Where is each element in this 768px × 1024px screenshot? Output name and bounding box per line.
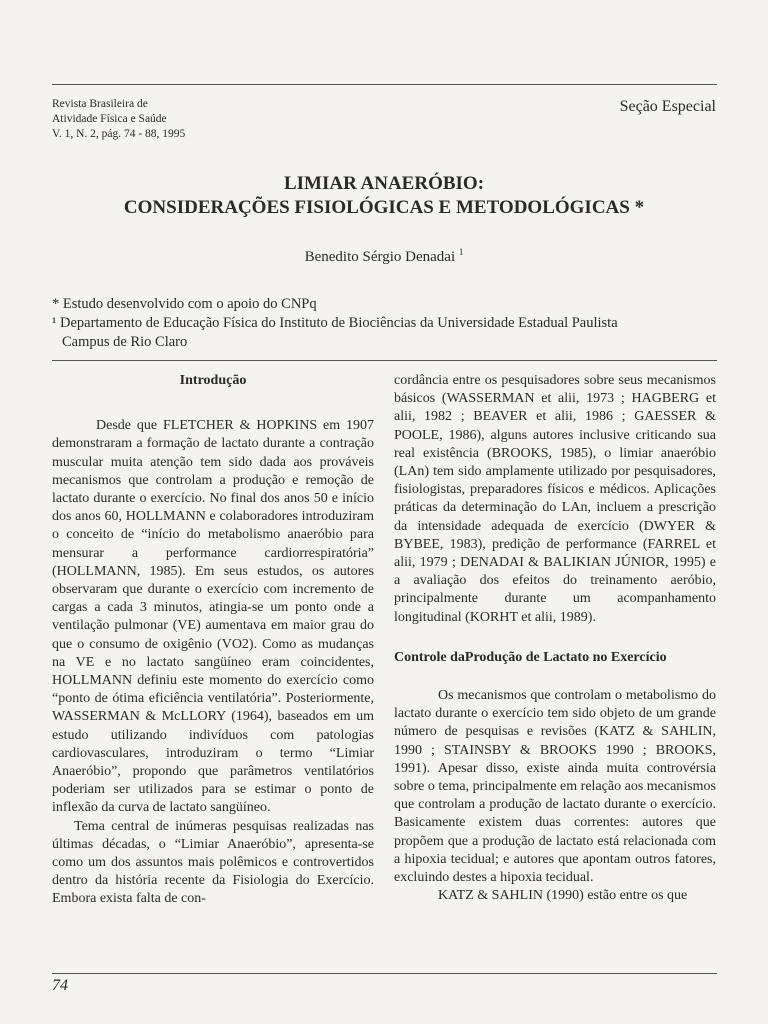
footnotes: [52, 295, 618, 352]
intro-paragraph-2: Tema central de inúmeras pesquisas realizadas nas últimas décadas, o “Limiar Anaeróbio”, apresenta-se como um dos assuntos mais polêmicos e controvertidos dentro da história recente da Fisiologia do Exercício. Embora exista falta de con-: [52, 818, 374, 907]
continued-paragraph: cordância entre os pesquisadores sobre seus mecanismos básicos (WASSERMAN et alii, 1973 ; HAGBERG et alii, 1982 ; BEAVER et alii, 1986 ; GAESSER & POOLE, 1986), alguns autores inclusive criticando sua real existência (BROOKS, 1985), o limiar anaeróbio (LAn) tem sido amplamente utilizado por pesquisadores, fisiologistas, preparadores físicos e médicos. Aplicações práticas da determinação do LAn, incluem a prescrição da intensidade adequada de exercício (DWYER & BYBEE, 1983), predição de performance (FARREL et alii, 1979 ; DENADAI & BALIKIAN JÚNIOR, 1995) e a avaliação dos efeitos do treinamento aeróbio, principalmente durante um acompanhamento longitudinal (KORHT et alii, 1989).: [394, 373, 716, 625]
title-line-1: LIMIAR ANAERÓBIO:: [283, 173, 485, 194]
footer-rule: [52, 973, 717, 974]
title-line-2: CONSIDERAÇÕES FISIOLÓGICAS E METODOLÓGICAS *: [123, 197, 645, 218]
note-affiliation: ¹ Departamento de Educação Física do Instituto de Biociências da Universidade Estadual Paulista: [52, 315, 618, 331]
article-title: [0, 172, 768, 220]
author-footnote-marker: 1: [458, 247, 464, 257]
intro-paragraph-1: Desde que FLETCHER & HOPKINS em 1907 demonstraram a formação de lactato durante a contração muscular muita atenção tem sido dada aos prováveis mecanismos que controlam a produção e remoção de lactato durante o exercício. No final dos anos 50 e início dos anos 60, HOLLMANN e colaboradores introduziram o conceito de “início do metabolismo anaeróbio para mensurar a performance cardiorrespiratória” (HOLLMANN, 1985). Em seus estudos, os autores observaram que durante o exercício com incremento de cargas a cada 3 minutos, atingia-se um ponto onde a ventilação pulmonar (VE) aumentava em maior grau do que o consumo de oxigênio (VO2). Como as mudanças na VE e no lactato sangüíneo eram coincidentes, HOLLMANN definiu este momento do exercício como “ponto de ótima eficiência ventilatória”. Posteriormente, WASSERMAN & McLLORY (1964), baseados em um estudo utilizando indivíduos com patologias cardiovasculares, introduziram o termo “Limiar Anaeróbio”, propondo que parâmetros ventilatórios poderiam ser utilizados para se estimar o ponto de inflexão da curva de lactato sangüíneo.: [52, 418, 374, 816]
journal-info: [52, 97, 185, 142]
header-bottom-rule: [52, 360, 717, 361]
lactate-paragraph-2: KATZ & SAHLIN (1990) estão entre os que: [438, 888, 688, 904]
lactate-paragraph-1: Os mecanismos que controlam o metabolismo do lactato durante o exercício tem sido objeto de um grande número de pesquisas e revisões (KATZ & SAHLIN, 1990 ; STAINSBY & BROOKS 1990 ; BROOKS, 1991). Apesar disso, existe ainda muita controvérsia sobre o tema, principalmente em relação aos mecanismos que controlam a produção de lactato durante o exercício. Basicamente existem duas correntes: autores que propõem que a produção de lactato está relacionada com a hipoxia tecidual; e autores que apontam outros fatores, excluindo destes a hipoxia tecidual.: [394, 688, 716, 886]
author-name: Benedito Sérgio Denadai: [304, 249, 456, 265]
journal-line-1: Revista Brasileira de: [52, 98, 148, 110]
journal-line-3: V. 1, N. 2, pág. 74 - 88, 1995: [52, 128, 186, 140]
intro-heading: Introdução: [179, 373, 247, 388]
journal-line-2: Atividade Física e Saúde: [52, 113, 167, 125]
left-column: [52, 372, 374, 909]
author: [0, 247, 768, 266]
page-number: 74: [52, 977, 68, 994]
lactate-control-heading: Controle daProdução de Lactato no Exercício: [394, 649, 667, 665]
top-rule: [52, 84, 717, 85]
note-funding: * Estudo desenvolvido com o apoio do CNPq: [52, 296, 317, 312]
note-campus: Campus de Rio Claro: [62, 334, 188, 350]
section-label: Seção Especial: [619, 98, 716, 115]
right-column: [394, 372, 716, 905]
